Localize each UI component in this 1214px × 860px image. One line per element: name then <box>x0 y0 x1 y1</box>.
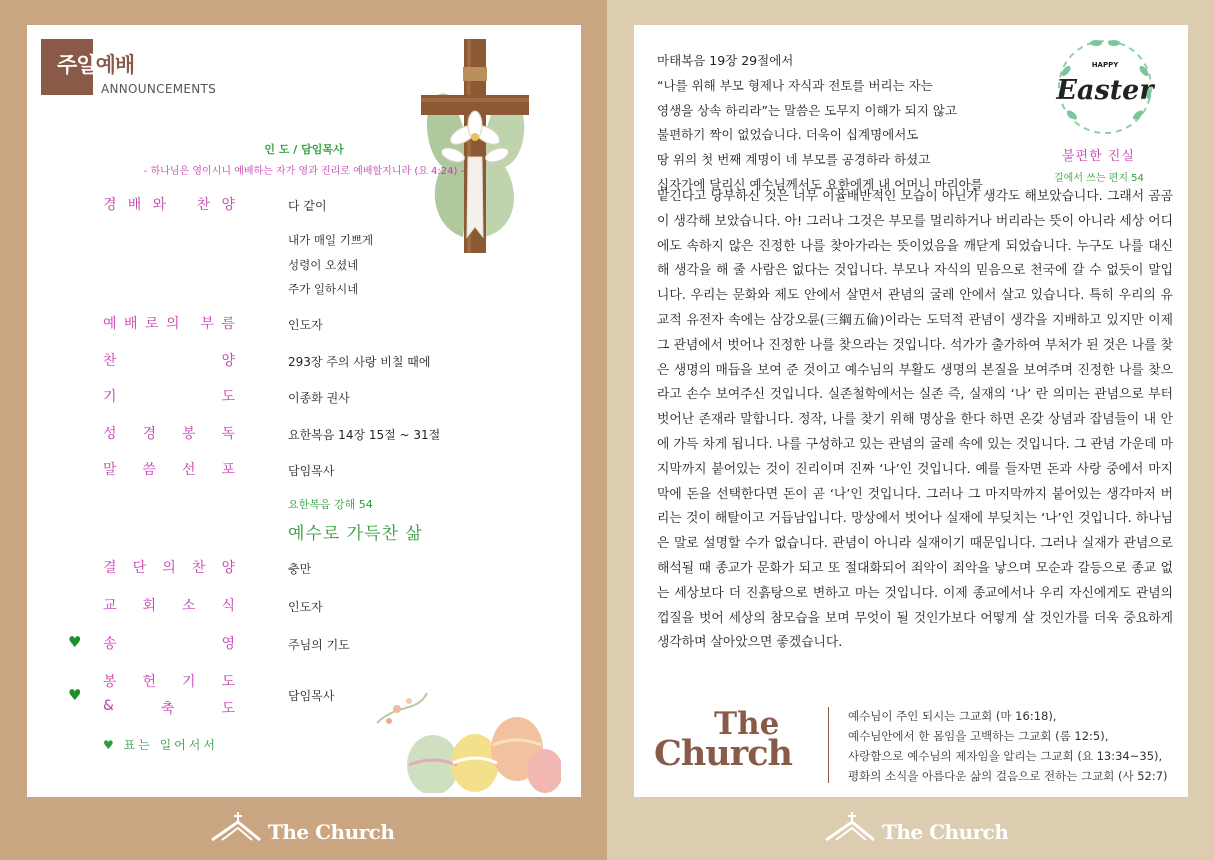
church-icon <box>208 810 262 844</box>
heart-icon: ♥ <box>68 686 82 704</box>
happy-easter-wreath <box>1046 31 1164 143</box>
order-item-hymn: 찬 양 <box>103 353 237 369</box>
order-item-praise: 경 배 와 찬 양 <box>103 197 237 213</box>
footer-logo-left <box>208 808 394 844</box>
praise-song-3: 주가 일하시네 <box>288 282 359 296</box>
letter-line: “나를 위해 부모 형제나 자식과 전토를 버리는 자는 <box>657 77 933 93</box>
order-item-news: 교 회 소 식 <box>103 598 237 614</box>
title-head: 주일 <box>57 53 96 77</box>
order-item-scripture: 성 경 봉 독 <box>103 426 237 442</box>
order-item-call: 예 배 로 의 부 름 <box>103 316 237 332</box>
logo-divider <box>828 707 829 783</box>
letter-line: 마태복음 19장 29절에서 <box>657 53 794 68</box>
footer-logo-text: The Church <box>882 820 1009 844</box>
footer-logo-text: The Church <box>268 820 395 844</box>
order-value-prayer: 이종화 권사 <box>288 391 350 405</box>
intro-verse: - 하나님은 영이시니 예배하는 자가 영과 진리로 예배할지니라 (요 4:24) - <box>143 166 465 177</box>
easter-word-text: Easter <box>1056 75 1154 106</box>
mission-line: 예수님안에서 한 몸임을 고백하는 그교회 (롬 12:5), <box>848 729 1109 743</box>
page-title <box>57 49 134 79</box>
bulletin-right-page <box>634 25 1188 797</box>
page-subtitle: ANNOUNCEMENTS <box>101 82 217 96</box>
letter-line: 땅 위의 첫 번째 계명이 네 부모를 공경하라 하셨고 <box>657 152 931 168</box>
church-icon <box>822 810 876 844</box>
letter-body: 맡긴다고 당부하신 것은 너무 이율배반적인 모습이 아닌가 생각도 해보았습니다. 그래서 곰곰이 생각해 보았습니다. 아! 그러나 그것은 부모를 멀리하거나 버리라는 뜻이 아니라 세상 어디에도 속하지 않은 진정한 나를 찾아가라는 뜻이었음을 깨닫게 되었습니다. 누구도 나를 대신해 생각을 해 줄 사람은 없다는 것입니다. 부모나 자식의 믿음으로 천국에 갈 수 없듯이 말입니다. 우리는 문화와 제도 안에서 살면서 관념의 굴레 안에서 살고 있습니다. 특히 우리의 유교적 유전자 속에는 삼강오륜(三綱五倫)이라는 도덕적 관념이 생각을 지배하고 있지만 이제 그 관념에서 벗어나 진정한 나를 찾으라는 것입니다. 석가가 출가하여 부처가 된 것은 나를 찾은 생명의 매듭을 보여 준 것이고 예수님의 부활도 생명의 본질을 보여주며 진정한 나를 찾으라고 손수 보여주신 것입니다. 실존철학에서는 실존 즉, 실재의 ‘나’ 란 의미는 관념으로 부터 벗어난 존재라 말합니다. 정작, 나를 찾기 위해 명상을 한다 하면 온갖 상념과 잡념들이 내 안에 가득 차게 됩니다. 나를 구성하고 있는 관념의 굴레 속에 있는 것입니다. 그 관념 가운데 마지막까지 붙어있는 것이 진리이며 진짜 ‘나’인 것입니다. 예를 들자면 돈과 사랑 중에서 마지막에 돈을 선택한다면 돈이 곧 ‘나’인 것입니다. 그러나 그 마지막까지 붙어있는 생각마저 버리는 것이 해탈이고 거듭남입니다. 망상에서 벗어나 실재에 부딪치는 ‘나’인 것입니다. 하나님은 말로 설명할 수가 없습니다. 관념이 아니라 실재이기 때문입니다. 그러나 실재가 관념으로 해석될 때 종교가 문화가 되고 또 절대화되어 죄악이 죄악을 낳으며 모순과 갈등으로 종교 없는 세상보다 더 진흙탕으로 변하고 마는 것입니다. 이제 종교에서나 우리 자신에게도 관념의 껍질을 벗어 세상의 참모습을 보며 무엇이 될 것인가보다 어떻게 살 것인가를 더욱 중요하게 생각하며 살아았으면 좋겠습니다. <box>657 189 1173 651</box>
standing-note: ♥ 표는 일어서서 <box>103 738 218 752</box>
mission-line: 예수님이 주인 되시는 그교회 (마 16:18), <box>848 709 1057 723</box>
order-item-offering: 봉 헌 기 도 <box>103 674 237 690</box>
letter-line: 영생을 상속 하리라”는 말씀은 도무지 이해가 되지 않고 <box>657 102 957 118</box>
praise-song-2: 성령이 오셨네 <box>288 258 359 272</box>
worship-leader: 인 도 / 담임목사 <box>264 143 344 156</box>
sermon-series: 요한복음 강해 54 <box>288 498 373 511</box>
order-item-response: 결 단 의 찬 양 <box>103 560 237 576</box>
church-mission <box>848 706 1168 786</box>
order-value-call: 인도자 <box>288 318 323 332</box>
order-value-hymn: 293장 주의 사랑 비칠 때에 <box>288 355 431 369</box>
order-item-doxology: 송 영 <box>103 636 237 652</box>
order-item-sermon: 말 씀 선 포 <box>103 462 237 478</box>
order-item-benediction: & 축 도 <box>103 698 237 717</box>
bulletin-left-page <box>27 25 581 797</box>
order-value-offering: 담임목사 <box>288 689 335 703</box>
mission-line: 사랑함으로 예수님의 제자임을 알리는 그교회 (요 13:34~35), <box>848 749 1163 763</box>
easter-happy-text: HAPPY <box>1091 61 1119 69</box>
order-value-praise: 다 같이 <box>288 199 327 213</box>
order-value-news: 인도자 <box>288 600 323 614</box>
letter-title: 불편한 진실 <box>1062 149 1135 164</box>
easter-eggs-illustration <box>367 683 561 793</box>
sermon-title: 예수로 가득찬 삶 <box>288 524 423 544</box>
order-value-scripture: 요한복음 14장 15절 ~ 31절 <box>288 428 441 442</box>
letter-line: 십자가에 달리신 예수님께서도 요한에게 내 어머니 마리아를 <box>657 176 983 192</box>
letter-series: 길에서 쓰는 편지 54 <box>1054 173 1144 184</box>
title-tail: 예배 <box>95 53 135 77</box>
order-item-prayer: 기 도 <box>103 389 237 405</box>
order-value-sermon: 담임목사 <box>288 464 335 478</box>
letter-line: 불편하기 짝이 없었습니다. 더욱이 십계명에서도 <box>657 127 919 143</box>
praise-song-1: 내가 매일 기쁘게 <box>288 233 374 247</box>
letter-intro <box>657 49 983 198</box>
order-value-doxology: 주님의 기도 <box>288 638 350 652</box>
mission-line: 평화의 소식을 아름다운 삶의 걸음으로 전하는 그교회 (사 52:7) <box>848 769 1168 783</box>
order-value-response: 충만 <box>288 562 312 576</box>
footer-logo-right <box>822 808 1008 844</box>
heart-icon: ♥ <box>68 633 82 651</box>
church-logo: The Church <box>654 706 792 774</box>
